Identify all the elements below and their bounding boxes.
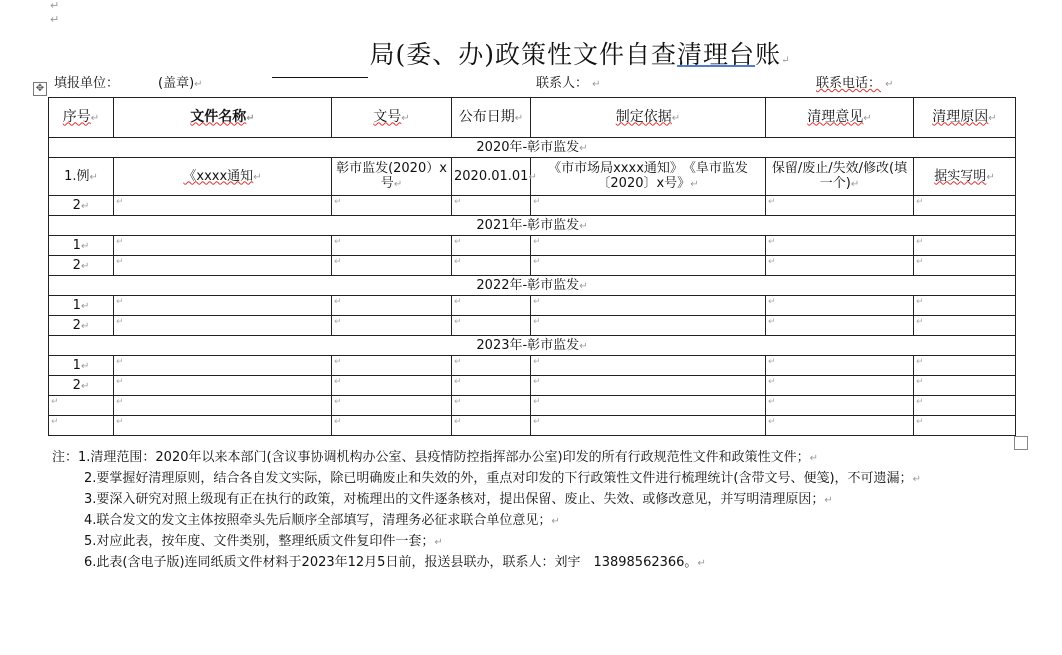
paragraph-mark: ↵ [50, 0, 60, 12]
data-cell[interactable]: ↵ [531, 236, 766, 256]
data-cell[interactable]: ↵ [914, 196, 1016, 216]
data-cell[interactable]: ↵ [766, 316, 914, 336]
year-cell[interactable]: 2020年-彰市监发↵ [49, 138, 1016, 158]
data-cell[interactable]: ↵ [452, 416, 531, 436]
unit-label: 填报单位： [54, 76, 120, 91]
row-number-cell[interactable]: 2↵ [49, 376, 114, 396]
seal-text: (盖章) [158, 76, 195, 91]
data-cell[interactable]: ↵ [766, 256, 914, 276]
data-cell[interactable]: ↵ [452, 376, 531, 396]
header-cell: 序号↵ [49, 98, 114, 138]
data-cell[interactable]: ↵ [914, 396, 1016, 416]
table-row [49, 356, 1016, 376]
note-item: 4.联合发文的发文主体按照牵头先后顺序全部填写，清理务必征求联合单位意见；↵ [84, 513, 560, 528]
data-cell[interactable]: ↵ [114, 296, 332, 316]
example-name-cell[interactable]: 《xxxx通知↵ [114, 158, 332, 196]
data-cell[interactable]: ↵ [531, 356, 766, 376]
data-cell[interactable]: ↵ [766, 376, 914, 396]
table-row [49, 196, 1016, 216]
data-cell[interactable]: ↵ [914, 416, 1016, 436]
data-cell[interactable]: ↵ [114, 196, 332, 216]
paragraph-mark: ↵ [781, 55, 791, 66]
data-cell[interactable]: ↵ [531, 396, 766, 416]
data-cell[interactable]: ↵ [452, 256, 531, 276]
header-cell: 公布日期↵ [452, 98, 531, 138]
data-cell[interactable]: ↵ [332, 256, 452, 276]
data-cell[interactable]: ↵ [914, 256, 1016, 276]
data-cell[interactable]: ↵ [914, 356, 1016, 376]
seal-label: (盖章)↵ [158, 76, 203, 91]
example-docno-cell[interactable]: 彰市监发(2020）x 号↵ [332, 158, 452, 196]
data-cell[interactable]: ↵ [531, 416, 766, 436]
data-cell[interactable]: ↵ [332, 356, 452, 376]
table-move-handle-icon[interactable]: ✥ [33, 82, 47, 96]
year-cell[interactable]: 2022年-彰市监发↵ [49, 276, 1016, 296]
note-item: 6.此表(含电子版)连同纸质文件材料于2023年12月5日前，报送县联办，联系人：刘宇 13898562366。↵ [84, 555, 706, 570]
data-cell[interactable]: ↵ [531, 196, 766, 216]
data-cell[interactable]: ↵ [332, 236, 452, 256]
contact-text: 联系人： [536, 76, 589, 91]
table-row [49, 396, 1016, 416]
phone-label: 联系电话： ↵ [816, 76, 894, 91]
year-row [49, 336, 1016, 356]
data-cell[interactable]: ↵ [914, 316, 1016, 336]
data-cell[interactable]: ↵ [766, 236, 914, 256]
data-cell[interactable]: ↵ [114, 356, 332, 376]
data-cell[interactable]: ↵ [332, 376, 452, 396]
data-cell[interactable]: ↵ [114, 416, 332, 436]
data-cell[interactable]: ↵ [531, 296, 766, 316]
data-cell[interactable]: ↵ [766, 416, 914, 436]
table-row [49, 376, 1016, 396]
data-cell[interactable]: ↵ [914, 236, 1016, 256]
data-cell[interactable]: ↵ [531, 316, 766, 336]
data-cell[interactable]: ↵ [766, 396, 914, 416]
data-cell[interactable]: ↵ [452, 396, 531, 416]
data-cell[interactable]: ↵ [766, 356, 914, 376]
table-row [49, 416, 1016, 436]
data-cell[interactable]: ↵ [452, 316, 531, 336]
header-cell: 文件名称↵ [114, 98, 332, 138]
row-number-cell[interactable]: 2↵ [49, 316, 114, 336]
example-opinion-cell[interactable]: 保留/废止/失效/修改(填一个)↵ [766, 158, 914, 196]
row-number-cell[interactable]: 1↵ [49, 356, 114, 376]
data-cell[interactable]: ↵ [452, 296, 531, 316]
data-cell[interactable]: ↵ [332, 416, 452, 436]
cleanup-ledger-table [48, 97, 1016, 436]
table-row [49, 256, 1016, 276]
data-cell[interactable]: ↵ [114, 316, 332, 336]
data-cell[interactable]: ↵ [332, 396, 452, 416]
data-cell[interactable]: ↵ [914, 376, 1016, 396]
row-number-cell[interactable]: 1↵ [49, 296, 114, 316]
data-cell[interactable]: ↵ [332, 196, 452, 216]
table-header-row [49, 98, 1016, 138]
note-item: 2.要掌握好清理原则，结合各自发文实际，除已明确废止和失效的外，重点对印发的下行政策性文件进行梳理统计(含带文号、便笺)，不可遗漏；↵ [84, 471, 921, 486]
example-date-cell[interactable]: 2020.01.01↵ [452, 158, 531, 196]
row-number-cell[interactable]: 1↵ [49, 236, 114, 256]
example-basis-cell[interactable]: 《市市场局xxxx通知》 《阜市监发〔2020〕x号》↵ [531, 158, 766, 196]
example-no-cell[interactable]: 1.例↵ [49, 158, 114, 196]
data-cell[interactable]: ↵ [452, 196, 531, 216]
note-item: 5.对应此表，按年度、文件类别，整理纸质文件复印件一套；↵ [84, 534, 443, 549]
data-cell[interactable]: ↵ [114, 376, 332, 396]
header-cell: 清理意见↵ [766, 98, 914, 138]
phone-text: 联系电话： [816, 76, 882, 91]
data-cell[interactable]: ↵ [332, 316, 452, 336]
title-underlined-text: 清理台 [677, 40, 756, 69]
data-cell[interactable]: ↵ [114, 236, 332, 256]
data-cell[interactable]: ↵ [766, 296, 914, 316]
data-cell[interactable]: ↵ [531, 256, 766, 276]
title-text-end: 账 [755, 40, 782, 69]
data-cell[interactable]: ↵ [114, 256, 332, 276]
paragraph-mark: ↵ [50, 13, 60, 26]
note-item: 3.要深入研究对照上级现有正在执行的政策，对梳理出的文件逐条核对，提出保留、废止、失效、或修改意见，并写明清理原因；↵ [84, 492, 833, 507]
row-number-cell[interactable]: 2↵ [49, 196, 114, 216]
data-cell[interactable]: ↵ [332, 296, 452, 316]
title-text: 局(委、办)政策性文件自查 [369, 40, 678, 69]
header-cell: 文号↵ [332, 98, 452, 138]
example-row [49, 158, 1016, 196]
data-cell[interactable]: ↵ [114, 396, 332, 416]
contact-label: 联系人： ↵ [536, 76, 601, 91]
data-cell[interactable]: ↵ [452, 236, 531, 256]
data-cell[interactable]: ↵ [914, 296, 1016, 316]
year-row [49, 276, 1016, 296]
notes-section [52, 448, 1012, 574]
row-number-cell[interactable]: ↵ [49, 416, 114, 436]
year-row [49, 216, 1016, 236]
header-cell: 制定依据↵ [531, 98, 766, 138]
year-row [49, 138, 1016, 158]
note-item: 注：1.清理范围：2020年以来本部门(含议事协调机构办公室、县疫情防控指挥部办公室)印发的所有行政规范性文件和政策性文件；↵ [52, 450, 819, 465]
data-cell[interactable]: ↵ [766, 196, 914, 216]
example-reason-cell[interactable]: 据实写明↵ [914, 158, 1016, 196]
page-title [0, 38, 1062, 78]
header-cell: 清理原因↵ [914, 98, 1016, 138]
data-cell[interactable]: ↵ [452, 356, 531, 376]
table-resize-handle-icon[interactable] [1014, 436, 1028, 450]
year-cell[interactable]: 2021年-彰市监发↵ [49, 216, 1016, 236]
table-row [49, 236, 1016, 256]
row-number-cell[interactable]: ↵ [49, 396, 114, 416]
table-row [49, 296, 1016, 316]
table-row [49, 316, 1016, 336]
row-number-cell[interactable]: 2↵ [49, 256, 114, 276]
year-cell[interactable]: 2023年-彰市监发↵ [49, 336, 1016, 356]
data-cell[interactable]: ↵ [531, 376, 766, 396]
title-blank-line [272, 53, 368, 78]
